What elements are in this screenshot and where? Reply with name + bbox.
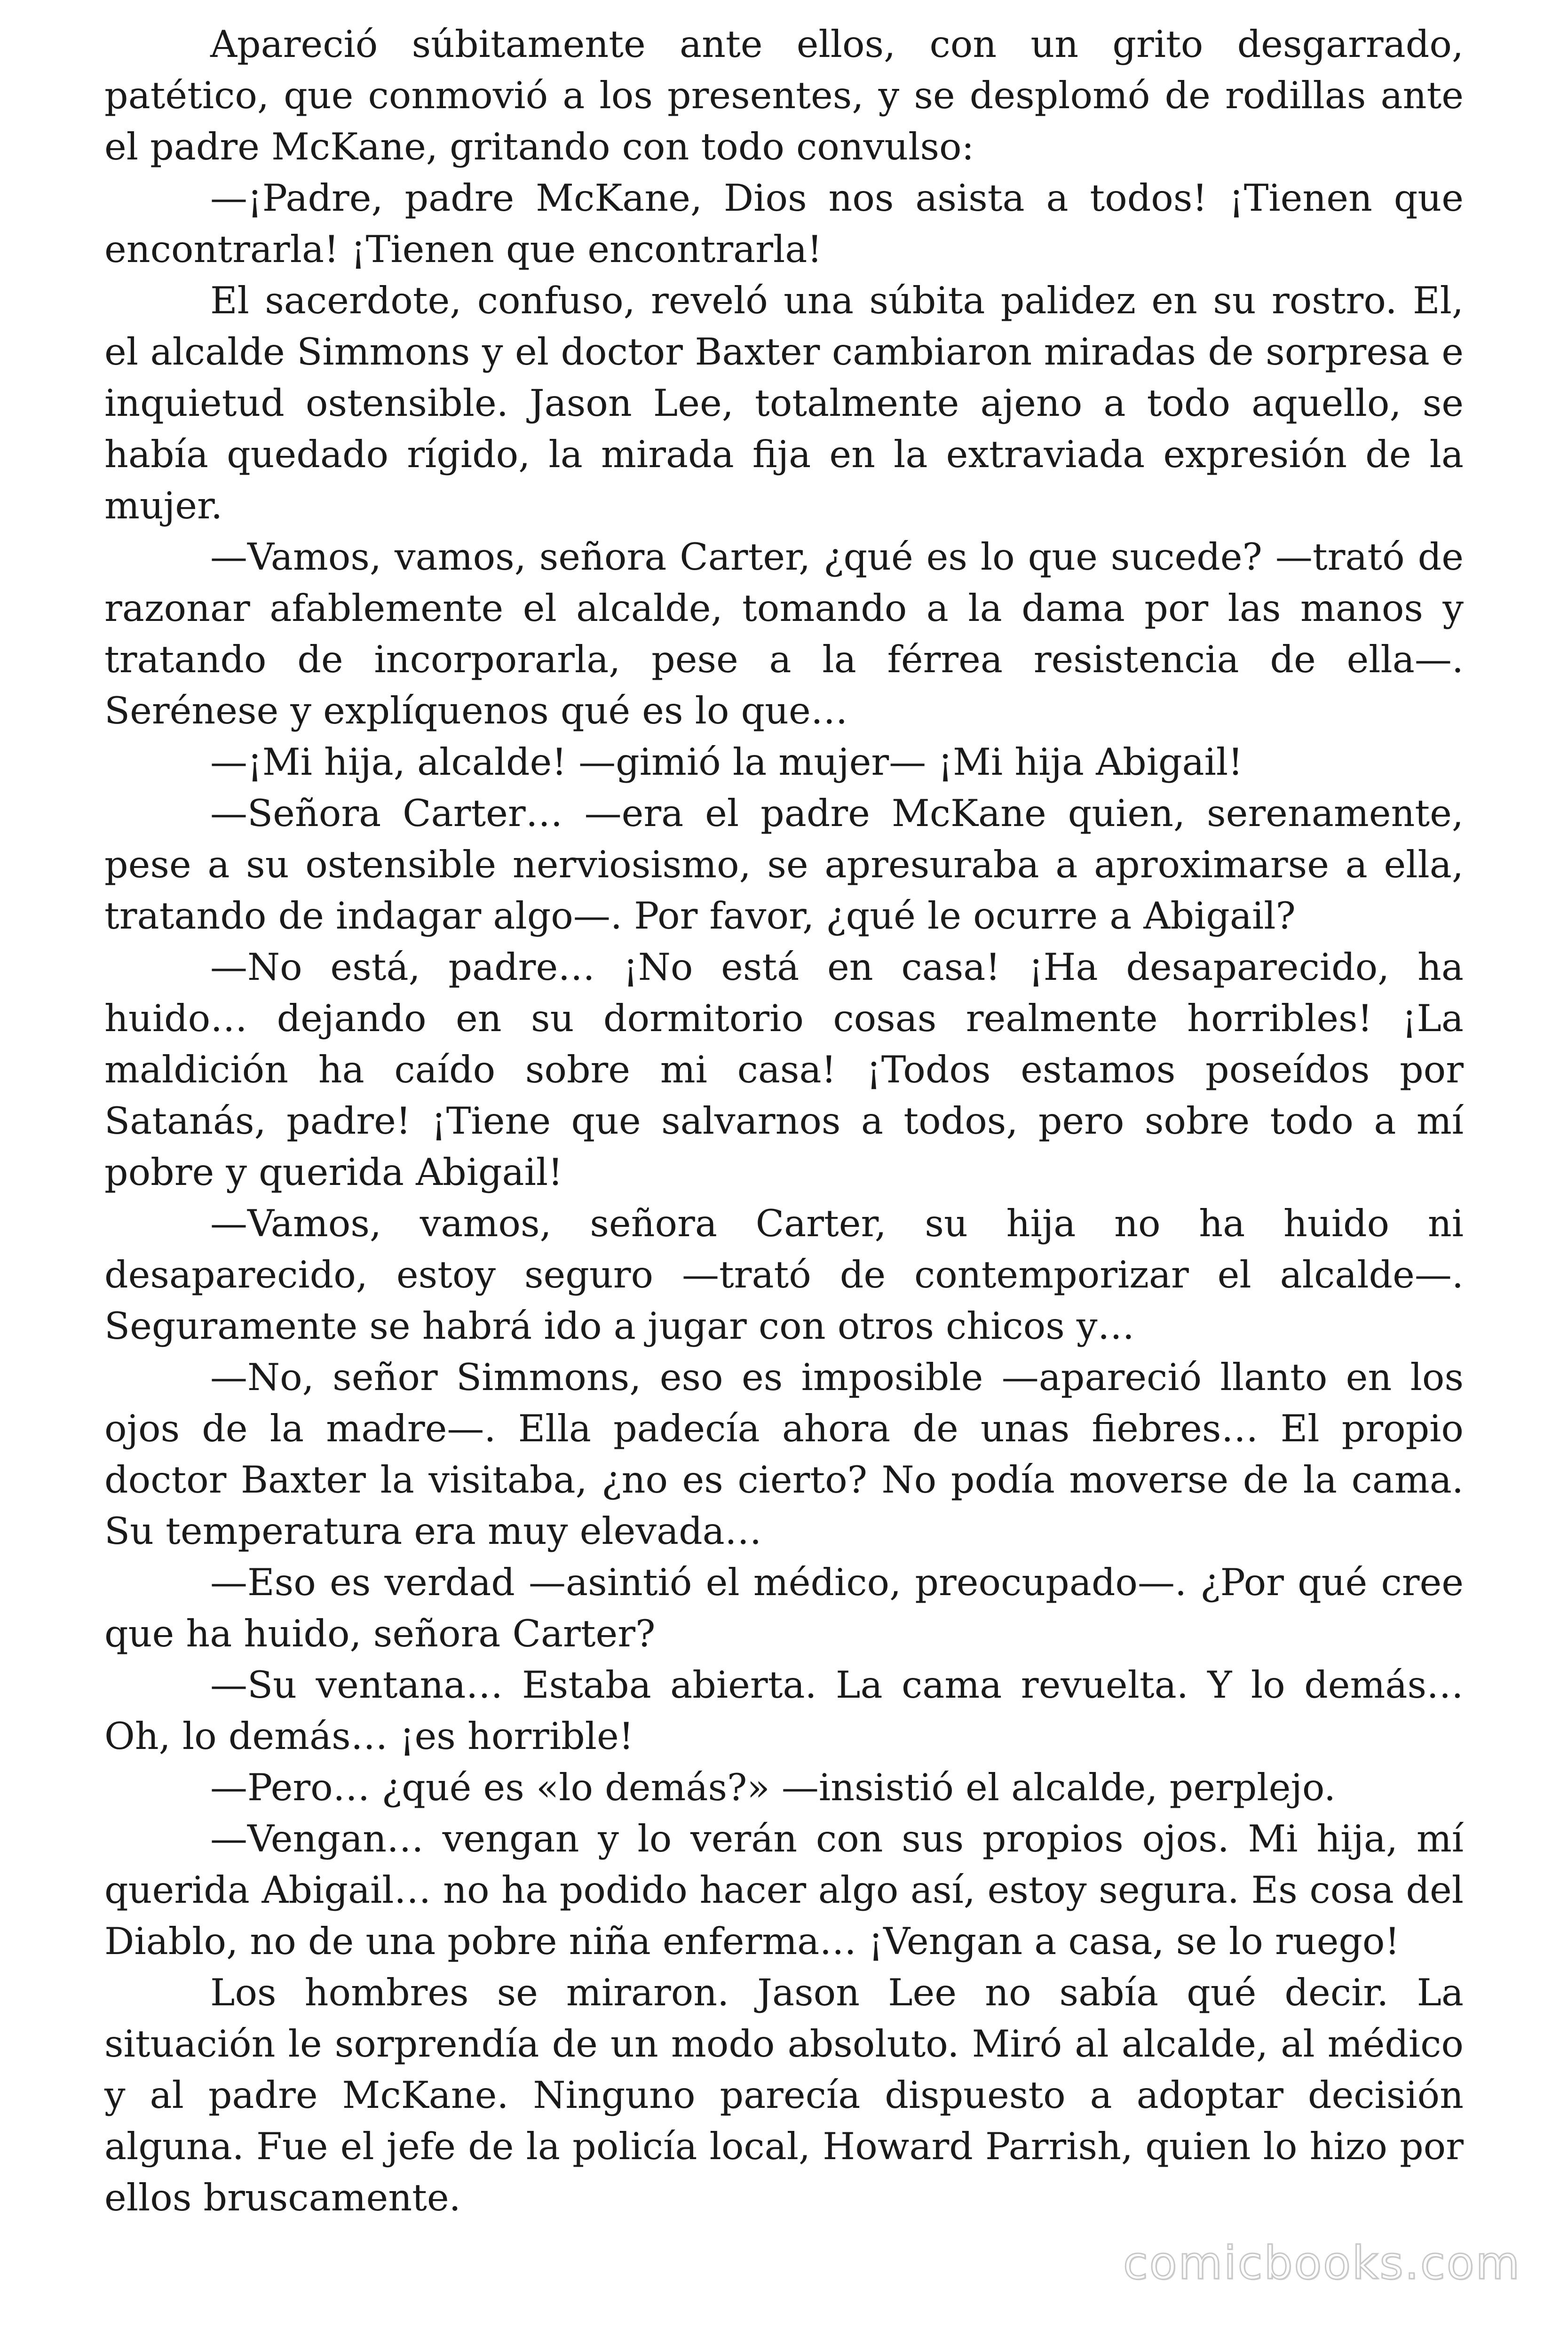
- paragraph: —Pero… ¿qué es «lo demás?» —insistió el alcalde, perplejo.: [210, 1766, 1336, 1809]
- paragraph: —Vamos, vamos, señora Carter, ¿qué es lo que sucede? —trató de razonar afablemente el alcalde, tomando a la dama por las manos y tratando de incorporarla, pese a la férrea resistencia de ella—. Serénese y explíquenos qué es lo que…: [104, 535, 1464, 732]
- paragraph: El sacerdote, confuso, reveló una súbita palidez en su rostro. El, el alcalde Simmons y el doctor Baxter cambiaron miradas de sorpresa e inquietud ostensible. Jason Lee, totalmente ajeno a todo aquello, se había quedado rígido, la mirada fija en la extraviada expresión de la mujer.: [104, 279, 1464, 527]
- page-body: [104, 19, 1464, 2224]
- paragraph: —Señora Carter… —era el padre McKane quien, serenamente, pese a su ostensible nerviosismo, se apresuraba a aproximarse a ella, tratando de indagar algo—. Por favor, ¿qué le ocurre a Abigail?: [104, 792, 1464, 938]
- paragraph: —Vengan… vengan y lo verán con sus propios ojos. Mi hija, mí querida Abigail… no ha podido hacer algo así, estoy segura. Es cosa del Diablo, no de una pobre niña enferma… ¡Vengan a casa, se lo ruego!: [104, 1817, 1464, 1963]
- paragraph: —No, señor Simmons, eso es imposible —apareció llanto en los ojos de la madre—. Ella padecía ahora de unas fiebres… El propio doctor Baxter la visitaba, ¿no es cierto? No podía moverse de la cama. Su temperatura era muy elevada…: [104, 1356, 1464, 1553]
- paragraph: Apareció súbitamente ante ellos, con un grito desgarrado, patético, que conmovió a los presentes, y se desplomó de rodillas ante el padre McKane, gritando con todo convulso:: [104, 23, 1464, 168]
- paragraph: —¡Mi hija, alcalde! —gimió la mujer— ¡Mi hija Abigail!: [210, 740, 1243, 784]
- paragraph: —Eso es verdad —asintió el médico, preocupado—. ¿Por qué cree que ha huido, señora Carter?: [104, 1561, 1464, 1655]
- watermark: comicbooks.com: [1123, 2237, 1521, 2289]
- paragraph: —Su ventana… Estaba abierta. La cama revuelta. Y lo demás… Oh, lo demás… ¡es horrible!: [104, 1663, 1464, 1758]
- paragraph: Los hombres se miraron. Jason Lee no sabía qué decir. La situación le sorprendía de un modo absoluto. Miró al alcalde, al médico y al padre McKane. Ninguno parecía dispuesto a adoptar decisión alguna. Fue el jefe de la policía local, Howard Parrish, quien lo hizo por ellos bruscamente.: [104, 1971, 1464, 2219]
- paragraph: —Vamos, vamos, señora Carter, su hija no ha huido ni desaparecido, estoy seguro —trató de contemporizar el alcalde—. Seguramente se habrá ido a jugar con otros chicos y…: [104, 1202, 1464, 1348]
- paragraph: —¡Padre, padre McKane, Dios nos asista a todos! ¡Tienen que encontrarla! ¡Tienen que encontrarla!: [104, 176, 1464, 271]
- paragraph: —No está, padre… ¡No está en casa! ¡Ha desaparecido, ha huido… dejando en su dormitorio cosas realmente horribles! ¡La maldición ha caído sobre mi casa! ¡Todos estamos poseídos por Satanás, padre! ¡Tiene que salvarnos a todos, pero sobre todo a mí pobre y querida Abigail!: [104, 946, 1464, 1194]
